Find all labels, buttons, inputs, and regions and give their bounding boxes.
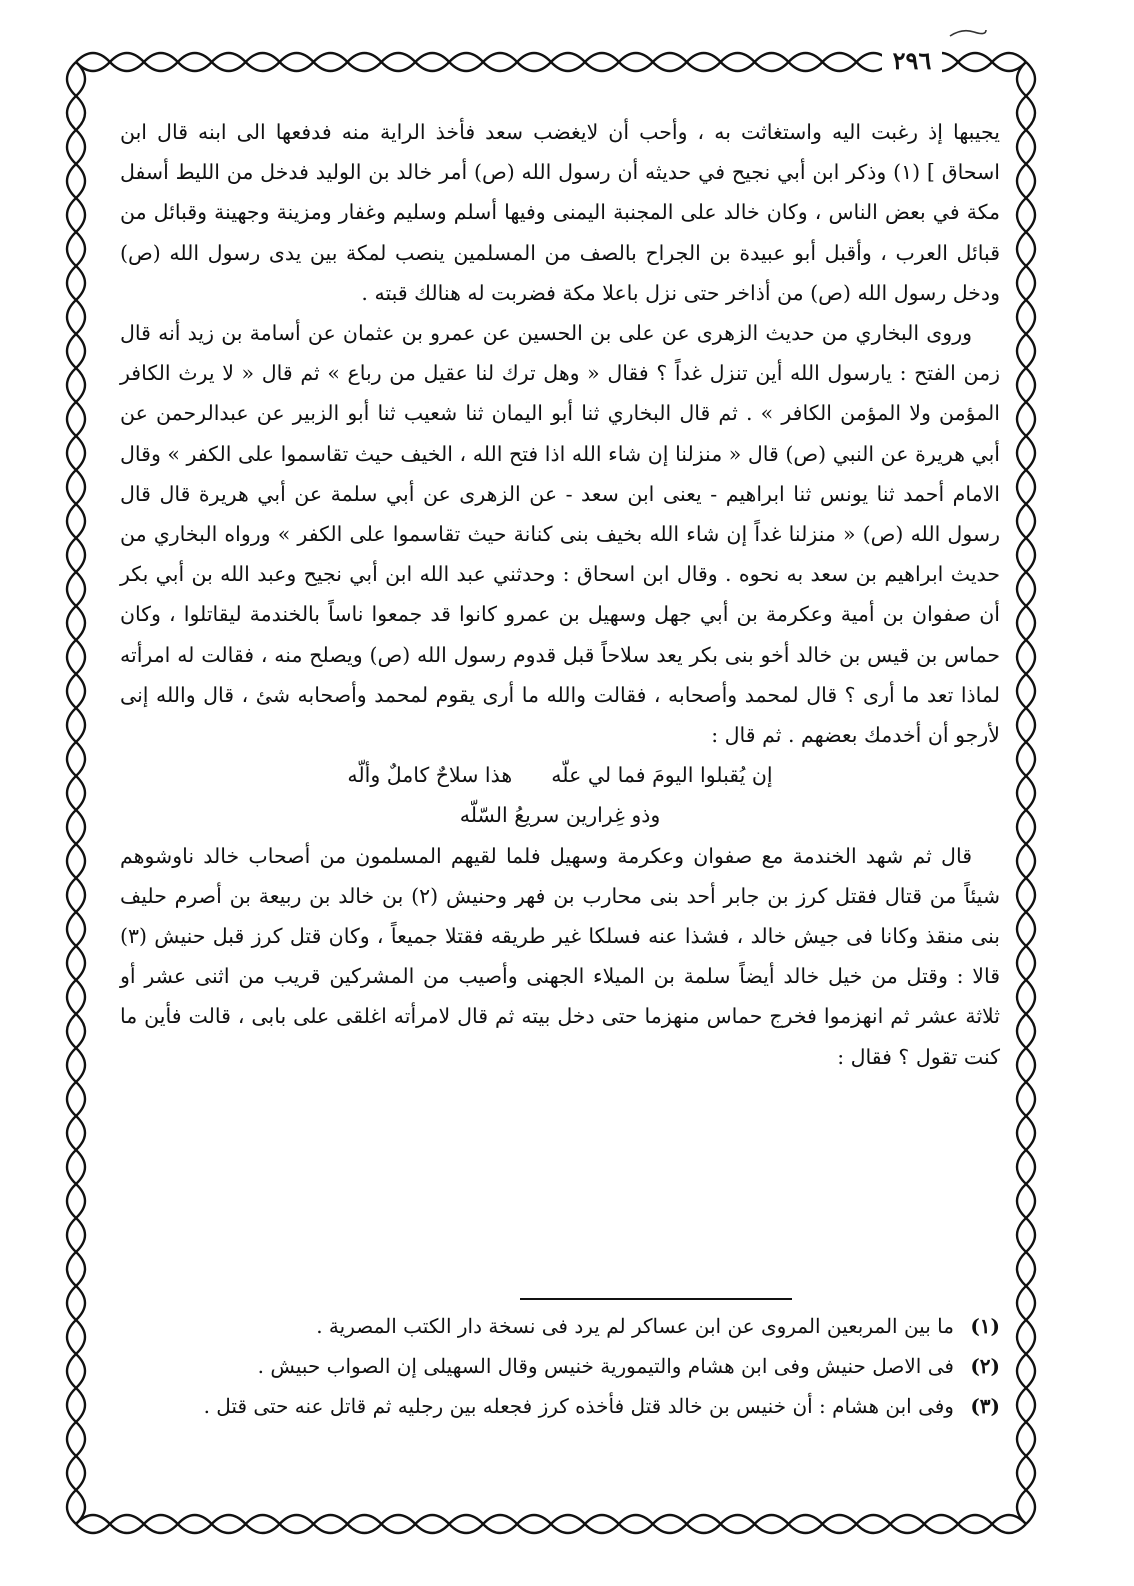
footnote-text: وفى ابن هشام : أن خنيس بن خالد قتل فأخذه كرز فجعله بين رجليه ثم قاتل عنه حتى قتل . xyxy=(203,1394,954,1418)
footnote-text: ما بين المربعين المروى عن ابن عساكر لم يرد فى نسخة دار الكتب المصرية . xyxy=(316,1314,954,1338)
footnotes xyxy=(120,1306,1000,1426)
footnote-mark: (٣) xyxy=(970,1394,1000,1418)
footnote-1 xyxy=(120,1306,1000,1346)
footnote-2 xyxy=(120,1346,1000,1386)
paragraph-1: يجيبها إذ رغبت اليه واستغاثت به ، وأحب أن لايغضب سعد فأخذ الراية منه فدفعها الى ابنه قال ابن اسحاق ] (١) وذكر ابن أبي نجيح في حديثه أن رسول الله (ص) أمر خالد بن الوليد فدخل من الليط أسفل مكة في بعض الناس ، وكان خالد على المجنبة اليمنى وفيها أسلم وسليم وغفار ومزينة وجهينة وقبائل من قبائل العرب ، وأقبل أبو عبيدة بن الجراح بالصف من المسلمين ينصب لمكة بين يدى رسول الله (ص) ودخل رسول الله (ص) من أذاخر حتى نزل باعلا مكة فضربت له هنالك قبته . xyxy=(120,120,1000,305)
paragraph-3: قال ثم شهد الخندمة مع صفوان وعكرمة وسهيل فلما لقيهم المسلمون من أصحاب خالد ناوشوهم شيئاً من قتال فقتل كرز بن جابر أحد بنى محارب بن فهر وحنيش (٢) بن خالد بن ربيعة بن أصرم حليف بنى منقذ وكانا فى جيش خالد ، فشذا عنه فسلكا غير طريقه فقتلا جميعاً ، وكان قتل كرز قبل حنيش (٣) قالا : وقتل من خيل خالد أيضاً سلمة بن الميلاء الجهنى وأصيب من المشركين قريب من اثنى عشر أو ثلاثة عشر ثم انهزموا فخرج حماس منهزما حتى دخل بيته ثم قال لامرأته اغلقى على بابى ، قالت فأين ما كنت تقول ؟ فقال : xyxy=(120,843,1000,1069)
footnote-mark: (١) xyxy=(970,1314,1000,1338)
page-number: ٢٩٦ xyxy=(882,46,942,76)
poem xyxy=(120,755,1000,835)
paragraph-2: وروى البخاري من حديث الزهرى عن على بن الحسين عن عمرو بن عثمان عن أسامة بن زيد أنه قال زمن الفتح : يارسول الله أين تنزل غداً ؟ فقال « وهل ترك لنا عقيل من رباع » ثم قال « لا يرث الكافر المؤمن ولا المؤمن الكافر » . ثم قال البخاري ثنا أبو اليمان ثنا شعيب ثنا أبو الزبير عن عبدالرحمن عن أبي هريرة عن النبي (ص) قال « منزلنا إن شاء الله اذا فتح الله ، الخيف حيث تقاسموا على الكفر » وقال الامام أحمد ثنا يونس ثنا ابراهيم - يعنى ابن سعد - عن الزهرى عن أبي سلمة عن أبي هريرة قال قال رسول الله (ص) « منزلنا غداً إن شاء الله بخيف بنى كنانة حيث تقاسموا على الكفر » ورواه البخاري من حديث ابراهيم بن سعد به نحوه . وقال ابن اسحاق : وحدثني عبد الله ابن أبي نجيح وعبد الله بن أبي بكر أن صفوان بن أمية وعكرمة بن أبي جهل وسهيل بن عمرو كانوا قد جمعوا ناساً بالخندمة ليقاتلوا ، وكان حماس بن قيس بن خالد أخو بنى بكر يعد سلاحاً قبل قدوم رسول الله (ص) ويصلح منه ، فقالت له امرأته لماذا تعد ما أرى ؟ قال لمحمد وأصحابه ، فقالت والله ما أرى يقوم لمحمد وأصحابه شئ ، قال والله إنى لأرجو أن أخدمك بعضهم . ثم قال : xyxy=(120,321,1000,748)
margin-ink-mark xyxy=(948,26,988,40)
poem-line-2: وذو غِرارين سريعُ السّلّه xyxy=(459,803,661,828)
poem-line-1: إن يُقبلوا اليومَ فما لي علّه هذا سلاحٌ كاملٌ وألّه xyxy=(347,763,773,788)
footnote-3 xyxy=(120,1386,1000,1426)
footnote-text: فى الاصل حنيش وفى ابن هشام والتيمورية خنيس وقال السهيلى إن الصواب حبيش . xyxy=(257,1354,954,1378)
main-text xyxy=(120,112,1000,1077)
footnote-rule xyxy=(520,1298,792,1300)
footnote-mark: (٢) xyxy=(970,1354,1000,1378)
